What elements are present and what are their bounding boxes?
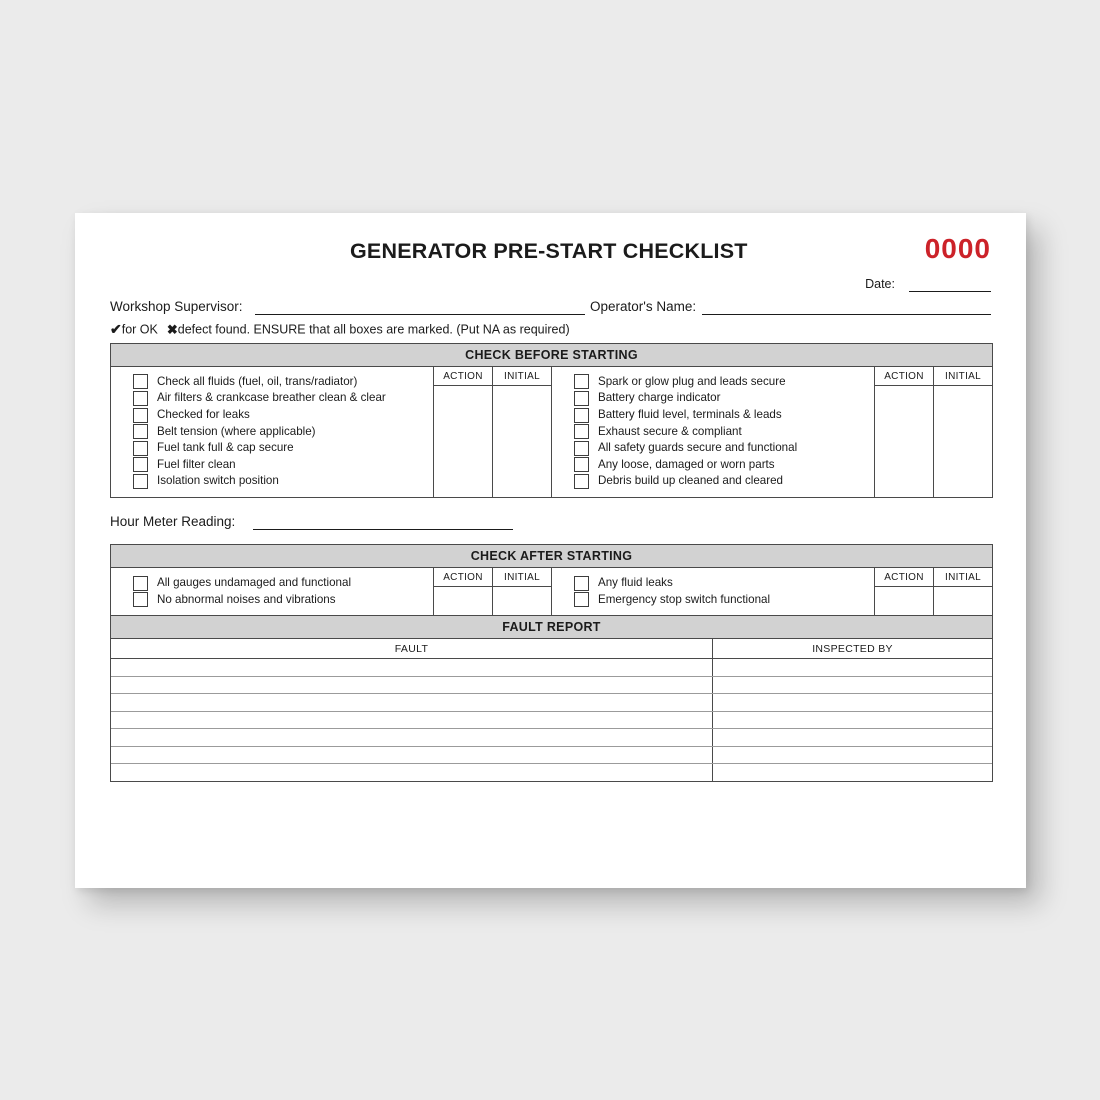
list-item[interactable] <box>574 423 874 440</box>
list-item-label: All safety guards secure and functional <box>598 441 798 455</box>
inspected-by-column-header: INSPECTED BY <box>812 643 893 656</box>
table-row[interactable] <box>111 694 992 712</box>
check-after-right-action-column <box>874 568 933 615</box>
checkbox[interactable] <box>574 474 589 489</box>
date-input-line[interactable] <box>909 291 991 292</box>
initial-entry-cell[interactable] <box>934 386 992 497</box>
checkbox[interactable] <box>574 457 589 472</box>
check-after-left-items <box>111 568 433 615</box>
check-before-right-initial-column <box>933 367 992 497</box>
list-item[interactable] <box>133 591 433 608</box>
list-item[interactable] <box>133 390 433 407</box>
checkbox[interactable] <box>574 441 589 456</box>
list-item[interactable] <box>574 473 874 490</box>
legend-defect-text: defect found. ENSURE that all boxes are marked. (Put NA as required) <box>177 322 570 337</box>
list-item-label: Fuel tank full & cap secure <box>157 441 294 455</box>
list-item-label: Debris build up cleaned and cleared <box>598 474 783 488</box>
check-after-left-initial-column <box>492 568 551 615</box>
check-after-right-half <box>552 568 992 615</box>
check-before-left-half <box>111 367 552 497</box>
check-before-left-action-column <box>433 367 492 497</box>
table-row[interactable] <box>111 659 992 677</box>
list-item[interactable] <box>574 574 874 591</box>
list-item[interactable] <box>574 439 874 456</box>
checkbox[interactable] <box>133 374 148 389</box>
list-item[interactable] <box>133 439 433 456</box>
inspected-by-cell[interactable] <box>713 747 992 764</box>
action-entry-cell[interactable] <box>875 386 933 497</box>
check-after-starting-table <box>110 544 993 782</box>
list-item[interactable] <box>574 456 874 473</box>
table-row[interactable] <box>111 747 992 765</box>
list-item-label: Exhaust secure & compliant <box>598 424 742 438</box>
checkbox[interactable] <box>133 592 148 607</box>
fault-cell[interactable] <box>111 694 713 711</box>
action-header: ACTION <box>434 568 492 587</box>
checkbox[interactable] <box>133 441 148 456</box>
inspected-by-cell[interactable] <box>713 677 992 694</box>
legend-line <box>110 321 991 343</box>
legend-ok-text: for OK <box>121 322 158 337</box>
date-row <box>110 275 991 297</box>
list-item[interactable] <box>574 591 874 608</box>
fault-report-rows <box>111 659 992 781</box>
hour-meter-row <box>110 508 991 538</box>
initial-entry-cell[interactable] <box>493 587 551 615</box>
list-item[interactable] <box>574 373 874 390</box>
fault-cell[interactable] <box>111 659 713 676</box>
paper-sheet <box>75 213 1026 888</box>
fault-cell[interactable] <box>111 764 713 781</box>
list-item-label: All gauges undamaged and functional <box>157 575 352 589</box>
supervisor-input-line[interactable] <box>255 314 585 315</box>
list-item-label: Emergency stop switch functional <box>598 592 771 606</box>
action-entry-cell[interactable] <box>434 386 492 497</box>
list-item-label: Battery fluid level, terminals & leads <box>598 407 782 421</box>
serial-number: 0000 <box>924 233 991 264</box>
initial-entry-cell[interactable] <box>934 587 992 615</box>
list-item-label: Battery charge indicator <box>598 391 721 405</box>
action-header: ACTION <box>434 367 492 386</box>
checkbox[interactable] <box>133 408 148 423</box>
initial-header: INITIAL <box>934 568 992 587</box>
supervisor-label: Workshop Supervisor: <box>110 299 243 314</box>
fault-column-header: FAULT <box>111 639 713 658</box>
list-item-label: Checked for leaks <box>157 407 250 421</box>
list-item-label: Spark or glow plug and leads secure <box>598 374 786 388</box>
initial-entry-cell[interactable] <box>493 386 551 497</box>
check-after-right-initial-column <box>933 568 992 615</box>
spacer <box>110 498 991 508</box>
list-item-label: Isolation switch position <box>157 474 279 488</box>
list-item[interactable] <box>133 406 433 423</box>
operator-input-line[interactable] <box>702 314 991 315</box>
initial-header: INITIAL <box>934 367 992 386</box>
fault-report-band: FAULT REPORT <box>111 616 992 639</box>
page-title: GENERATOR PRE-START CHECKLIST <box>350 239 748 263</box>
checkbox[interactable] <box>133 576 148 591</box>
hour-meter-label: Hour Meter Reading: <box>110 514 236 530</box>
checkbox[interactable] <box>574 408 589 423</box>
check-after-left-half <box>111 568 552 615</box>
form-body <box>110 233 991 873</box>
list-item-label: Any loose, damaged or worn parts <box>598 457 775 471</box>
check-after-left-action-column <box>433 568 492 615</box>
check-icon: ✔ <box>110 321 122 337</box>
date-label: Date: <box>865 277 895 291</box>
check-before-right-action-column <box>874 367 933 497</box>
list-item-label: Any fluid leaks <box>598 575 673 589</box>
list-item[interactable] <box>133 456 433 473</box>
list-item-label: Fuel filter clean <box>157 457 236 471</box>
initial-header: INITIAL <box>493 568 551 587</box>
check-before-left-items <box>111 367 433 497</box>
checkbox[interactable] <box>574 592 589 607</box>
fault-cell[interactable] <box>111 677 713 694</box>
checkbox[interactable] <box>574 391 589 406</box>
check-after-right-items <box>552 568 874 615</box>
title-row <box>110 233 991 275</box>
cross-icon: ✖ <box>166 321 178 337</box>
fault-cell[interactable] <box>111 747 713 764</box>
list-item[interactable] <box>133 473 433 490</box>
action-header: ACTION <box>875 367 933 386</box>
check-before-starting-table <box>110 343 993 498</box>
table-row[interactable] <box>111 764 992 781</box>
inspected-by-cell[interactable] <box>713 659 992 676</box>
table-row[interactable] <box>111 677 992 695</box>
inspected-by-cell[interactable] <box>713 729 992 746</box>
check-before-right-half <box>552 367 992 497</box>
checkbox[interactable] <box>133 424 148 439</box>
action-entry-cell[interactable] <box>875 587 933 615</box>
inspected-by-cell[interactable] <box>713 694 992 711</box>
checkbox[interactable] <box>133 474 148 489</box>
fault-cell[interactable] <box>111 712 713 729</box>
fault-report-header-row <box>111 639 992 659</box>
list-item[interactable] <box>574 406 874 423</box>
list-item-label: Check all fluids (fuel, oil, trans/radiator) <box>157 374 358 388</box>
action-header: ACTION <box>875 568 933 587</box>
check-before-left-initial-column <box>492 367 551 497</box>
check-before-right-items <box>552 367 874 497</box>
list-item[interactable] <box>133 373 433 390</box>
names-row <box>110 297 991 321</box>
list-item-label: Belt tension (where applicable) <box>157 424 316 438</box>
list-item-label: Air filters & crankcase breather clean & clear <box>157 391 386 405</box>
table-row[interactable] <box>111 712 992 730</box>
inspected-by-cell[interactable] <box>713 764 992 781</box>
checkbox[interactable] <box>133 391 148 406</box>
hour-meter-input-line[interactable] <box>253 529 513 530</box>
inspected-by-cell[interactable] <box>713 712 992 729</box>
list-item[interactable] <box>574 390 874 407</box>
check-before-band: CHECK BEFORE STARTING <box>111 344 992 367</box>
action-entry-cell[interactable] <box>434 587 492 615</box>
fault-cell[interactable] <box>111 729 713 746</box>
initial-header: INITIAL <box>493 367 551 386</box>
checkbox[interactable] <box>574 424 589 439</box>
table-row[interactable] <box>111 729 992 747</box>
list-item[interactable] <box>133 423 433 440</box>
list-item-label: No abnormal noises and vibrations <box>157 592 336 606</box>
checkbox[interactable] <box>574 576 589 591</box>
check-after-band: CHECK AFTER STARTING <box>111 545 992 568</box>
operator-label: Operator's Name: <box>590 299 697 314</box>
checkbox[interactable] <box>574 374 589 389</box>
list-item[interactable] <box>133 574 433 591</box>
checkbox[interactable] <box>133 457 148 472</box>
